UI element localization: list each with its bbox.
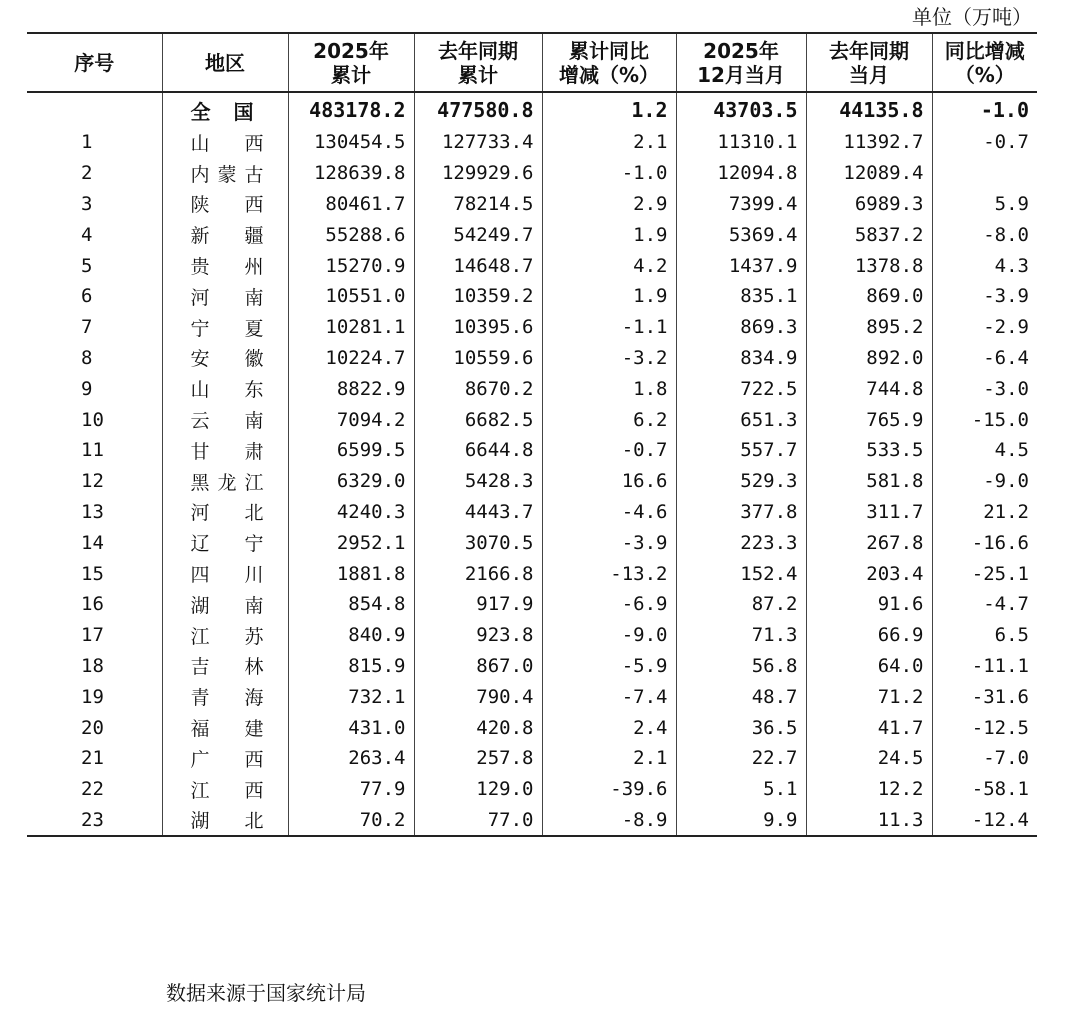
cum-last-year-cell: 790.4	[414, 681, 542, 712]
region-cell: 青海	[162, 681, 288, 712]
dec-2025-cell: 651.3	[676, 404, 806, 435]
serial-cell: 7	[81, 316, 93, 339]
cum-last-year-cell: 54249.7	[414, 219, 542, 250]
cum-last-year-cell: 477580.8	[414, 92, 542, 127]
dec-last-year-cell: 66.9	[806, 620, 932, 651]
header-serial: 序号	[27, 33, 162, 92]
cum-last-year-cell: 10559.6	[414, 343, 542, 374]
region-cell: 内蒙古	[162, 158, 288, 189]
serial-cell: 23	[27, 805, 162, 837]
table-row	[27, 373, 1037, 404]
dec-yoy-cell: -31.6	[932, 681, 1037, 712]
header-dec-yoy: 同比增减 （%）	[932, 33, 1037, 92]
cum-yoy-cell: 2.9	[542, 189, 676, 220]
dec-yoy-cell: -3.0	[932, 373, 1037, 404]
cum-yoy-cell: -9.0	[542, 620, 676, 651]
serial-cell: 18	[81, 654, 104, 677]
dec-last-year-cell: 869.0	[806, 281, 932, 312]
cum-last-year-cell: 420.8	[414, 712, 542, 743]
region-cell: 安徽	[162, 343, 288, 374]
cum-yoy-cell: -7.4	[542, 681, 676, 712]
cum-last-year-cell: 6644.8	[414, 435, 542, 466]
dec-last-year-cell: 71.2	[806, 681, 932, 712]
dec-2025-cell: 377.8	[676, 497, 806, 528]
serial-cell: 13	[81, 500, 104, 523]
table-row	[27, 466, 1037, 497]
table-row	[27, 435, 1037, 466]
serial-cell: 9	[81, 377, 93, 400]
table-row	[27, 189, 1037, 220]
unit-label: 单位（万吨）	[912, 5, 1032, 29]
serial-cell: 2	[81, 162, 93, 185]
dec-last-year-cell: 24.5	[806, 743, 932, 774]
table-body	[27, 92, 1037, 836]
serial-cell: 22	[81, 778, 104, 801]
dec-last-year-cell: 6989.3	[806, 189, 932, 220]
cum-yoy-cell: 4.2	[542, 250, 676, 281]
dec-last-year-cell: 1378.8	[806, 250, 932, 281]
dec-last-year-cell: 11.3	[806, 805, 932, 837]
serial-cell: 12	[81, 470, 104, 493]
cum-yoy-cell: 1.2	[542, 92, 676, 127]
serial-cell: 8	[81, 346, 93, 369]
cum-yoy-cell: -8.9	[542, 805, 676, 837]
cum-2025-cell: 4240.3	[288, 497, 414, 528]
dec-2025-cell: 48.7	[676, 681, 806, 712]
cum-yoy-cell: -4.6	[542, 497, 676, 528]
dec-last-year-cell: 41.7	[806, 712, 932, 743]
cum-last-year-cell: 129.0	[414, 774, 542, 805]
dec-last-year-cell: 892.0	[806, 343, 932, 374]
region-cell: 湖南	[162, 589, 288, 620]
cum-last-year-cell: 10359.2	[414, 281, 542, 312]
cum-last-year-cell: 8670.2	[414, 373, 542, 404]
cum-last-year-cell: 78214.5	[414, 189, 542, 220]
serial-cell: 1	[81, 131, 93, 154]
dec-yoy-cell: -0.7	[932, 127, 1037, 158]
cum-last-year-cell: 923.8	[414, 620, 542, 651]
table-row	[27, 558, 1037, 589]
cum-2025-cell: 7094.2	[288, 404, 414, 435]
region-cell: 新疆	[162, 219, 288, 250]
cum-2025-cell: 8822.9	[288, 373, 414, 404]
dec-yoy-cell: 5.9	[932, 189, 1037, 220]
dec-yoy-cell: -3.9	[932, 281, 1037, 312]
table-row	[27, 127, 1037, 158]
cum-yoy-cell: 16.6	[542, 466, 676, 497]
cum-2025-cell: 431.0	[288, 712, 414, 743]
serial-cell: 17	[81, 624, 104, 647]
dec-2025-cell: 22.7	[676, 743, 806, 774]
dec-2025-cell: 87.2	[676, 589, 806, 620]
cum-last-year-cell: 129929.6	[414, 158, 542, 189]
table-row	[27, 805, 1037, 837]
cum-yoy-cell: -6.9	[542, 589, 676, 620]
dec-last-year-cell: 744.8	[806, 373, 932, 404]
cum-2025-cell: 483178.2	[288, 92, 414, 127]
table-row	[27, 219, 1037, 250]
cum-last-year-cell: 10395.6	[414, 312, 542, 343]
cum-2025-cell: 80461.7	[288, 189, 414, 220]
dec-yoy-cell: 6.5	[932, 620, 1037, 651]
region-cell: 黑龙江	[162, 466, 288, 497]
dec-yoy-cell: 21.2	[932, 497, 1037, 528]
region-cell: 吉林	[162, 651, 288, 682]
region-cell: 广西	[162, 743, 288, 774]
cum-2025-cell: 854.8	[288, 589, 414, 620]
dec-yoy-cell: -9.0	[932, 466, 1037, 497]
region-cell: 山东	[162, 373, 288, 404]
cum-yoy-cell: -1.1	[542, 312, 676, 343]
cum-yoy-cell: -13.2	[542, 558, 676, 589]
header-cum-last-year: 去年同期 累计	[414, 33, 542, 92]
dec-last-year-cell: 203.4	[806, 558, 932, 589]
cum-2025-cell: 732.1	[288, 681, 414, 712]
table-row	[27, 712, 1037, 743]
region-cell: 河南	[162, 281, 288, 312]
dec-yoy-cell: 4.3	[932, 250, 1037, 281]
region-cell: 湖北	[162, 805, 288, 837]
dec-yoy-cell: -25.1	[932, 558, 1037, 589]
dec-yoy-cell: 4.5	[932, 435, 1037, 466]
dec-last-year-cell: 11392.7	[806, 127, 932, 158]
cum-2025-cell: 10281.1	[288, 312, 414, 343]
dec-yoy-cell: -12.5	[932, 712, 1037, 743]
national-total-row	[27, 92, 1037, 127]
cum-2025-cell: 128639.8	[288, 158, 414, 189]
cum-2025-cell: 77.9	[288, 774, 414, 805]
dec-yoy-cell: -4.7	[932, 589, 1037, 620]
cum-last-year-cell: 5428.3	[414, 466, 542, 497]
dec-2025-cell: 12094.8	[676, 158, 806, 189]
dec-last-year-cell: 12.2	[806, 774, 932, 805]
table-row	[27, 527, 1037, 558]
cum-2025-cell: 263.4	[288, 743, 414, 774]
cum-2025-cell: 6329.0	[288, 466, 414, 497]
cum-last-year-cell: 257.8	[414, 743, 542, 774]
dec-last-year-cell: 581.8	[806, 466, 932, 497]
serial-cell: 5	[81, 254, 93, 277]
region-cell: 甘肃	[162, 435, 288, 466]
serial-cell: 15	[81, 562, 104, 585]
cum-yoy-cell: 2.1	[542, 743, 676, 774]
dec-last-year-cell: 895.2	[806, 312, 932, 343]
region-cell: 全国	[162, 92, 288, 127]
cum-2025-cell: 2952.1	[288, 527, 414, 558]
serial-cell: 11	[81, 439, 104, 462]
dec-2025-cell: 835.1	[676, 281, 806, 312]
source-note: 数据来源于国家统计局	[166, 981, 366, 1005]
dec-last-year-cell: 311.7	[806, 497, 932, 528]
cum-2025-cell: 815.9	[288, 651, 414, 682]
dec-last-year-cell: 5837.2	[806, 219, 932, 250]
dec-2025-cell: 71.3	[676, 620, 806, 651]
region-cell: 江苏	[162, 620, 288, 651]
cum-yoy-cell: -39.6	[542, 774, 676, 805]
header-row	[27, 33, 1037, 92]
cum-2025-cell: 1881.8	[288, 558, 414, 589]
table-row	[27, 774, 1037, 805]
dec-yoy-cell: -58.1	[932, 774, 1037, 805]
dec-2025-cell: 834.9	[676, 343, 806, 374]
dec-2025-cell: 11310.1	[676, 127, 806, 158]
dec-last-year-cell: 91.6	[806, 589, 932, 620]
dec-2025-cell: 7399.4	[676, 189, 806, 220]
dec-2025-cell: 152.4	[676, 558, 806, 589]
dec-yoy-cell	[932, 158, 1037, 189]
table-row	[27, 343, 1037, 374]
table-row	[27, 281, 1037, 312]
table-row	[27, 589, 1037, 620]
dec-2025-cell: 557.7	[676, 435, 806, 466]
dec-last-year-cell: 267.8	[806, 527, 932, 558]
cum-yoy-cell: -3.2	[542, 343, 676, 374]
header-dec-2025: 2025年 12月当月	[676, 33, 806, 92]
coal-production-table	[27, 32, 1037, 837]
cum-last-year-cell: 14648.7	[414, 250, 542, 281]
cum-yoy-cell: -3.9	[542, 527, 676, 558]
region-cell: 福建	[162, 712, 288, 743]
dec-last-year-cell: 533.5	[806, 435, 932, 466]
header-cum-2025: 2025年 累计	[288, 33, 414, 92]
region-cell: 云南	[162, 404, 288, 435]
region-cell: 江西	[162, 774, 288, 805]
serial-cell: 3	[81, 192, 93, 215]
region-cell: 陕西	[162, 189, 288, 220]
dec-2025-cell: 529.3	[676, 466, 806, 497]
dec-yoy-cell: -6.4	[932, 343, 1037, 374]
dec-2025-cell: 869.3	[676, 312, 806, 343]
cum-yoy-cell: 1.9	[542, 281, 676, 312]
region-cell: 山西	[162, 127, 288, 158]
dec-last-year-cell: 12089.4	[806, 158, 932, 189]
cum-yoy-cell: 2.1	[542, 127, 676, 158]
dec-yoy-cell: -12.4	[932, 805, 1037, 837]
dec-last-year-cell: 44135.8	[806, 92, 932, 127]
serial-cell: 20	[81, 716, 104, 739]
header-dec-last-year: 去年同期 当月	[806, 33, 932, 92]
dec-2025-cell: 56.8	[676, 651, 806, 682]
dec-2025-cell: 722.5	[676, 373, 806, 404]
table-row	[27, 312, 1037, 343]
table-row	[27, 743, 1037, 774]
dec-2025-cell: 5.1	[676, 774, 806, 805]
dec-yoy-cell: -2.9	[932, 312, 1037, 343]
cum-2025-cell: 55288.6	[288, 219, 414, 250]
cum-2025-cell: 840.9	[288, 620, 414, 651]
dec-2025-cell: 223.3	[676, 527, 806, 558]
cum-yoy-cell: 1.8	[542, 373, 676, 404]
dec-last-year-cell: 64.0	[806, 651, 932, 682]
header-cum-yoy: 累计同比 增减（%）	[542, 33, 676, 92]
cum-last-year-cell: 77.0	[414, 805, 542, 837]
serial-cell	[27, 92, 162, 127]
table-row	[27, 497, 1037, 528]
dec-2025-cell: 43703.5	[676, 92, 806, 127]
table-row	[27, 651, 1037, 682]
region-cell: 四川	[162, 558, 288, 589]
cum-2025-cell: 10551.0	[288, 281, 414, 312]
cum-2025-cell: 15270.9	[288, 250, 414, 281]
region-cell: 贵州	[162, 250, 288, 281]
region-cell: 河北	[162, 497, 288, 528]
dec-2025-cell: 9.9	[676, 805, 806, 837]
table-row	[27, 404, 1037, 435]
header-region: 地区	[162, 33, 288, 92]
cum-yoy-cell: 6.2	[542, 404, 676, 435]
serial-cell: 21	[81, 747, 104, 770]
region-cell: 辽宁	[162, 527, 288, 558]
dec-yoy-cell: -15.0	[932, 404, 1037, 435]
dec-yoy-cell: -1.0	[932, 92, 1037, 127]
cum-yoy-cell: 2.4	[542, 712, 676, 743]
cum-yoy-cell: -5.9	[542, 651, 676, 682]
cum-2025-cell: 6599.5	[288, 435, 414, 466]
dec-2025-cell: 5369.4	[676, 219, 806, 250]
dec-2025-cell: 36.5	[676, 712, 806, 743]
dec-yoy-cell: -16.6	[932, 527, 1037, 558]
table-row	[27, 158, 1037, 189]
cum-last-year-cell: 4443.7	[414, 497, 542, 528]
cum-last-year-cell: 2166.8	[414, 558, 542, 589]
cum-last-year-cell: 6682.5	[414, 404, 542, 435]
cum-last-year-cell: 867.0	[414, 651, 542, 682]
cum-yoy-cell: -0.7	[542, 435, 676, 466]
dec-yoy-cell: -11.1	[932, 651, 1037, 682]
serial-cell: 19	[81, 685, 104, 708]
cum-last-year-cell: 3070.5	[414, 527, 542, 558]
cum-last-year-cell: 127733.4	[414, 127, 542, 158]
table-row	[27, 250, 1037, 281]
dec-last-year-cell: 765.9	[806, 404, 932, 435]
table-row	[27, 620, 1037, 651]
cum-2025-cell: 70.2	[288, 805, 414, 837]
serial-cell: 10	[81, 408, 104, 431]
region-cell: 宁夏	[162, 312, 288, 343]
serial-cell: 14	[81, 531, 104, 554]
cum-yoy-cell: -1.0	[542, 158, 676, 189]
cum-last-year-cell: 917.9	[414, 589, 542, 620]
dec-yoy-cell: -7.0	[932, 743, 1037, 774]
dec-yoy-cell: -8.0	[932, 219, 1037, 250]
cum-2025-cell: 10224.7	[288, 343, 414, 374]
serial-cell: 16	[81, 593, 104, 616]
serial-cell: 4	[81, 223, 93, 246]
table-row	[27, 681, 1037, 712]
cum-yoy-cell: 1.9	[542, 219, 676, 250]
serial-cell: 6	[81, 285, 93, 308]
dec-2025-cell: 1437.9	[676, 250, 806, 281]
cum-2025-cell: 130454.5	[288, 127, 414, 158]
